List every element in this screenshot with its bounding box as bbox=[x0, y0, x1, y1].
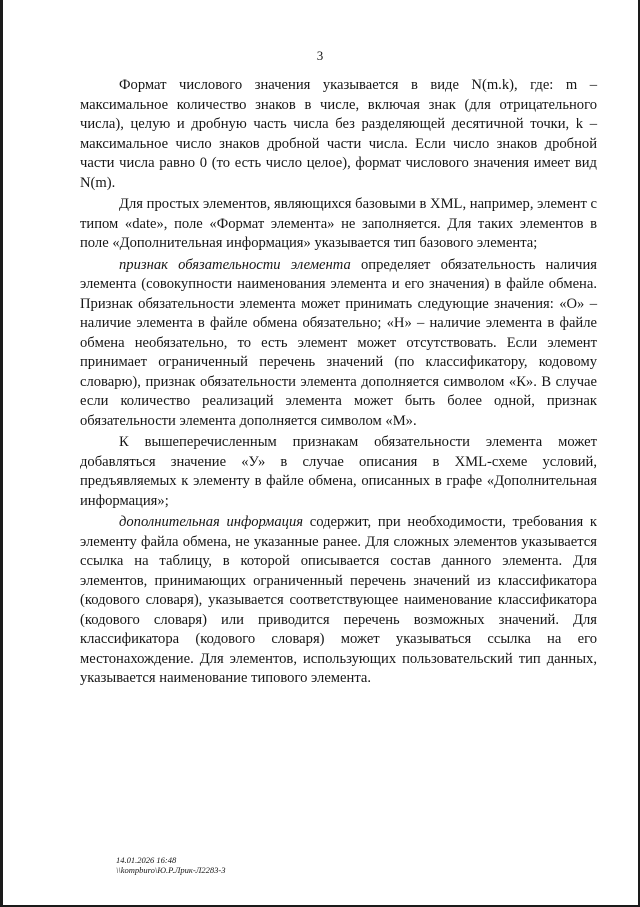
document-footer bbox=[116, 855, 226, 875]
scan-edge-left bbox=[0, 0, 3, 907]
paragraph-additional-info bbox=[80, 513, 597, 689]
paragraph-text: определяет обязательность наличия элемента (совокупности наименования элемента и его значения) в файле обмена. Признак обязательности элемента может принимать следующие значения: «О» – наличие элемента в файле обмена обязательно; «Н» – наличие элемента в файле обмена необязательно, то есть элемент может отсутствовать. Если элемент принимает ограниченный перечень значений (по классификатору, кодовому словарю), признак обязательности элемента дополняется символом «К». В случае если количество реализаций элемента может быть более одной, признак обязательности элемента дополняется символом «М». bbox=[80, 256, 597, 429]
paragraph-mandatory-flag bbox=[80, 256, 597, 432]
paragraph-text: К вышеперечисленным признакам обязательности элемента может добавляться значение «У» в случае описания в XML-схеме условий, предъявляемых к элементу в файле обмена, описанных в графе «Дополнительная информация»; bbox=[80, 434, 597, 509]
document-body bbox=[80, 76, 597, 689]
footer-timestamp: 14.01.2026 16:48 bbox=[116, 855, 177, 865]
paragraph-simple-elements bbox=[80, 195, 597, 254]
paragraph-text: Формат числового значения указывается в виде N(m.k), где: m – максимальное количество знаков в числе, включая знак (для отрицательного числа), целую и дробную часть числа без разделяющей десятичной точки, k – максимальное число знаков дробной части числа. Если число знаков дробной части числа равно 0 (то есть число целое), формат числового значения имеет вид N(m). bbox=[80, 77, 597, 191]
paragraph-text: Для простых элементов, являющихся базовыми в XML, например, элемент с типом «date», поле «Формат элемента» не заполняется. Для таких элементов в поле «Дополнительная информация» указывается тип базового элемента; bbox=[80, 196, 597, 251]
footer-file-path: \\kompburo\Ю.Р.Лрик-Л2283-3 bbox=[116, 865, 226, 875]
paragraph-number-format bbox=[80, 76, 597, 193]
paragraph-condition-flag bbox=[80, 433, 597, 511]
paragraph-text: содержит, при необходимости, требования к элементу файла обмена, не указанные ранее. Для сложных элементов указывается ссылка на таблицу, в которой описывается состав данного элемента. Для элементов, принимающих ограниченный перечень значений из классификатора (кодового словаря), указывается соответствующее наименование классификатора (кодового словаря) или приводится перечень возможных значений. Для классификатора (кодового словаря) может указываться ссылка на его местонахождение. Для элементов, использующих пользовательский тип данных, указывается наименование типового элемента. bbox=[80, 514, 597, 686]
paragraph-lead: дополнительная информация bbox=[119, 514, 304, 530]
paragraph-lead: признак обязательности элемента bbox=[119, 256, 351, 273]
page-number: 3 bbox=[316, 48, 324, 63]
